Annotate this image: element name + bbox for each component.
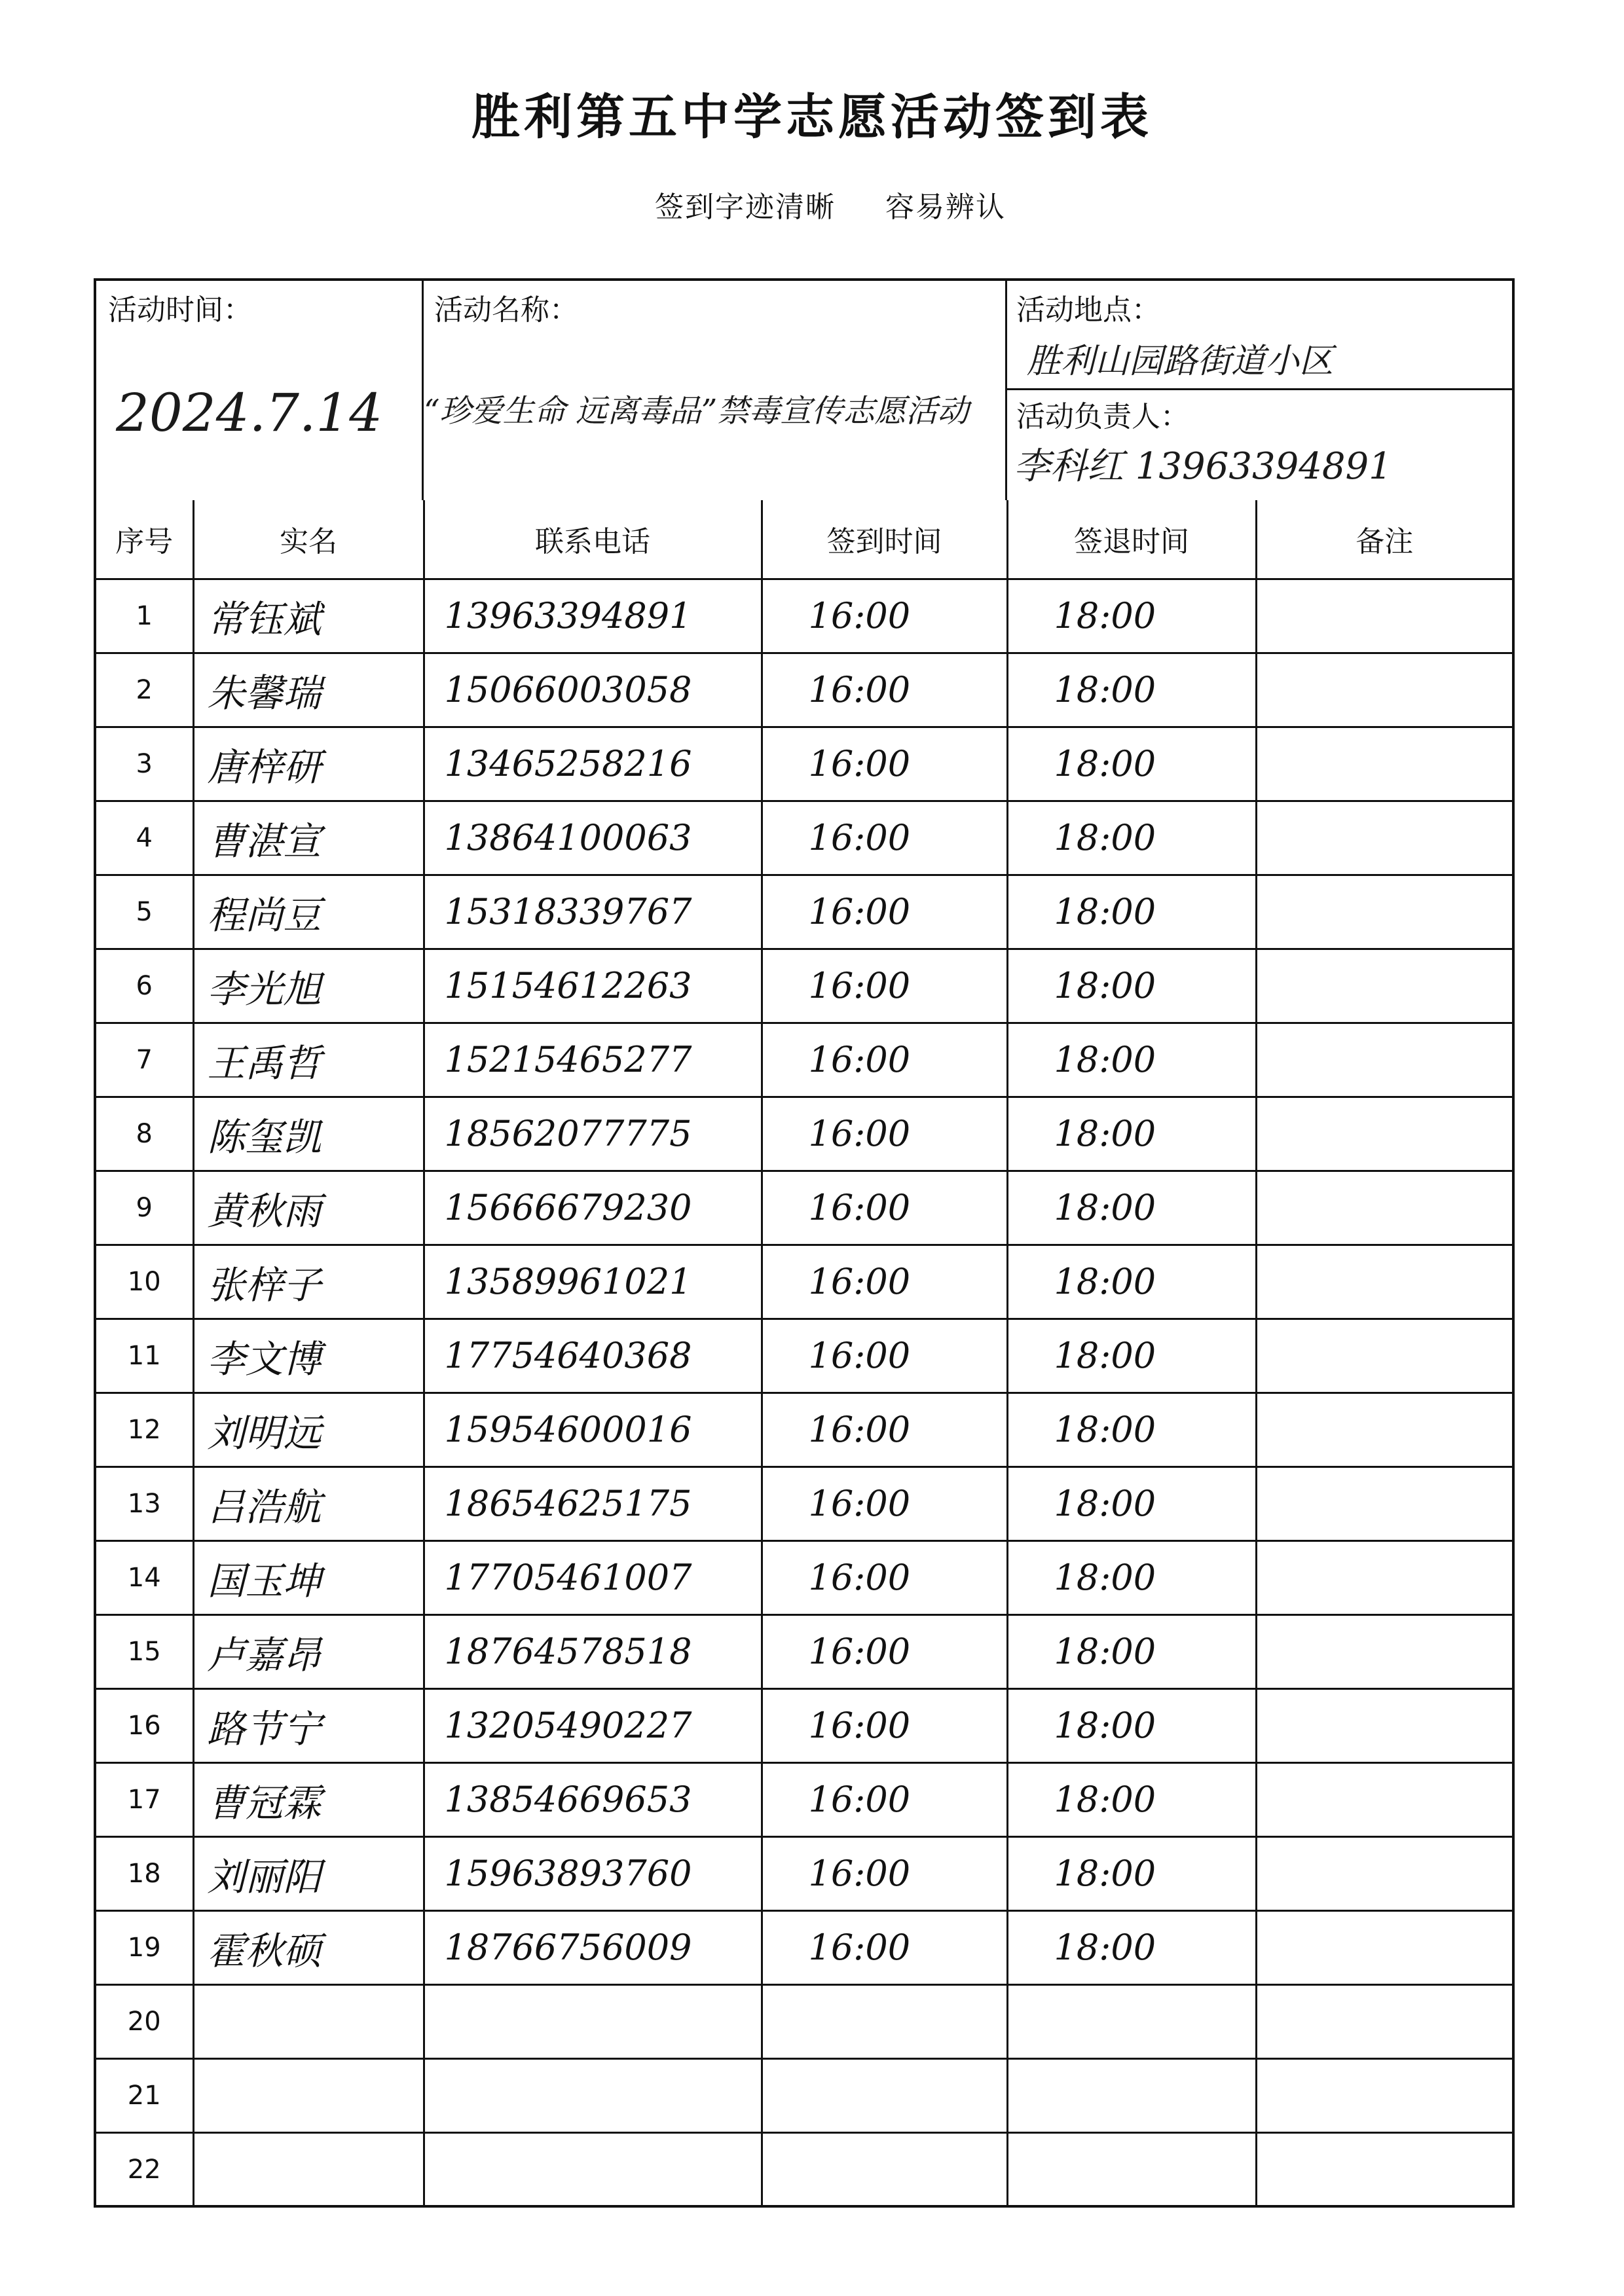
checkin-time[interactable]: 16:00: [762, 579, 1007, 653]
checkin-time[interactable]: 16:00: [762, 1836, 1007, 1910]
signer-phone[interactable]: 18766756009: [424, 1910, 762, 1984]
signer-name[interactable]: [193, 2058, 424, 2132]
checkout-time[interactable]: [1007, 2132, 1256, 2206]
row-index: 15: [96, 1614, 193, 1688]
table-row: [96, 1836, 1512, 1910]
checkin-time[interactable]: [762, 2058, 1007, 2132]
checkout-time[interactable]: [1007, 2058, 1256, 2132]
checkin-time[interactable]: 16:00: [762, 1540, 1007, 1614]
row-index: 7: [96, 1023, 193, 1097]
table-row: [96, 1762, 1512, 1836]
signer-phone[interactable]: 18562077775: [424, 1097, 762, 1171]
note-cell[interactable]: [1256, 801, 1512, 875]
column-header-index: 序号: [96, 500, 193, 579]
activity-name-value: “珍爱生命 远离毒品”禁毒宣传志愿活动: [424, 393, 969, 429]
signer-name[interactable]: 霍秋硕: [193, 1910, 424, 1984]
activity-place-value: 胜利山园路街道小区: [1027, 342, 1334, 381]
checkin-time[interactable]: 16:00: [762, 1319, 1007, 1393]
note-cell[interactable]: [1256, 1614, 1512, 1688]
signer-phone[interactable]: 13864100063: [424, 801, 762, 875]
table-row: [96, 1171, 1512, 1245]
row-index: 1: [96, 579, 193, 653]
checkout-time[interactable]: 18:00: [1007, 1245, 1256, 1319]
table-row: [96, 1910, 1512, 1984]
signer-name[interactable]: 李光旭: [193, 949, 424, 1023]
table-row: [96, 2132, 1512, 2206]
activity-leader-cell[interactable]: [1007, 390, 1512, 500]
table-row: [96, 801, 1512, 875]
checkin-time[interactable]: 16:00: [762, 653, 1007, 727]
signer-name[interactable]: 常钰斌: [193, 579, 424, 653]
signer-phone[interactable]: 15963893760: [424, 1836, 762, 1910]
checkin-time[interactable]: 16:00: [762, 727, 1007, 801]
signer-phone[interactable]: 15154612263: [424, 949, 762, 1023]
column-header-checkout: 签退时间: [1007, 500, 1256, 579]
table-row: [96, 1097, 1512, 1171]
row-index: 8: [96, 1097, 193, 1171]
checkin-time[interactable]: 16:00: [762, 1171, 1007, 1245]
checkin-time[interactable]: 16:00: [762, 1023, 1007, 1097]
signer-name[interactable]: 王禹哲: [193, 1023, 424, 1097]
signer-name[interactable]: 卢嘉昂: [193, 1614, 424, 1688]
signer-phone[interactable]: 17754640368: [424, 1319, 762, 1393]
signer-name[interactable]: 张梓子: [193, 1245, 424, 1319]
signer-phone[interactable]: 15318339767: [424, 875, 762, 949]
row-index: 2: [96, 653, 193, 727]
row-index: 14: [96, 1540, 193, 1614]
row-index: 9: [96, 1171, 193, 1245]
signer-phone[interactable]: [424, 2058, 762, 2132]
activity-time-value: 2024.7.14: [116, 382, 383, 443]
checkout-time[interactable]: 18:00: [1007, 875, 1256, 949]
table-row: [96, 579, 1512, 653]
checkin-time[interactable]: 16:00: [762, 1762, 1007, 1836]
checkin-time[interactable]: 16:00: [762, 949, 1007, 1023]
note-cell[interactable]: [1256, 1836, 1512, 1910]
checkout-time[interactable]: 18:00: [1007, 801, 1256, 875]
note-cell[interactable]: [1256, 1245, 1512, 1319]
roster-table: [96, 500, 1512, 2208]
checkin-time[interactable]: 16:00: [762, 1245, 1007, 1319]
signer-phone[interactable]: [424, 2132, 762, 2206]
row-index: 6: [96, 949, 193, 1023]
row-index: 18: [96, 1836, 193, 1910]
note-cell[interactable]: [1256, 1171, 1512, 1245]
column-header-phone: 联系电话: [424, 500, 762, 579]
row-index: 12: [96, 1393, 193, 1467]
row-index: 17: [96, 1762, 193, 1836]
signer-name[interactable]: 唐梓研: [193, 727, 424, 801]
signer-phone[interactable]: 15066003058: [424, 653, 762, 727]
row-index: 21: [96, 2058, 193, 2132]
checkout-time[interactable]: 18:00: [1007, 653, 1256, 727]
table-row: [96, 1023, 1512, 1097]
checkout-time[interactable]: 18:00: [1007, 1688, 1256, 1762]
note-cell[interactable]: [1256, 1762, 1512, 1836]
note-cell[interactable]: [1256, 579, 1512, 653]
note-cell[interactable]: [1256, 1984, 1512, 2058]
signer-phone[interactable]: 13589961021: [424, 1245, 762, 1319]
checkout-time[interactable]: 18:00: [1007, 1319, 1256, 1393]
signer-name[interactable]: 程尚豆: [193, 875, 424, 949]
note-cell[interactable]: [1256, 949, 1512, 1023]
note-cell[interactable]: [1256, 2058, 1512, 2132]
note-cell[interactable]: [1256, 1540, 1512, 1614]
note-cell[interactable]: [1256, 653, 1512, 727]
row-index: 5: [96, 875, 193, 949]
table-row: [96, 1393, 1512, 1467]
signer-name[interactable]: 刘明远: [193, 1393, 424, 1467]
subtitle-right: 容易辨认: [885, 191, 1006, 224]
note-cell[interactable]: [1256, 1688, 1512, 1762]
table-row: [96, 1984, 1512, 2058]
signer-name[interactable]: 路节宁: [193, 1688, 424, 1762]
roster-header-row: [96, 500, 1512, 579]
table-row: [96, 1245, 1512, 1319]
checkin-time[interactable]: 16:00: [762, 875, 1007, 949]
checkout-time[interactable]: 18:00: [1007, 949, 1256, 1023]
table-row: [96, 949, 1512, 1023]
checkout-time[interactable]: 18:00: [1007, 1614, 1256, 1688]
table-row: [96, 1540, 1512, 1614]
table-row: [96, 1688, 1512, 1762]
note-cell[interactable]: [1256, 1910, 1512, 1984]
table-row: [96, 1614, 1512, 1688]
note-cell[interactable]: [1256, 875, 1512, 949]
signer-phone[interactable]: 18764578518: [424, 1614, 762, 1688]
signer-phone[interactable]: [424, 1984, 762, 2058]
checkin-time[interactable]: [762, 1984, 1007, 2058]
signer-phone[interactable]: 15666679230: [424, 1171, 762, 1245]
note-cell[interactable]: [1256, 1023, 1512, 1097]
checkout-time[interactable]: 18:00: [1007, 1540, 1256, 1614]
note-cell[interactable]: [1256, 1467, 1512, 1540]
signin-sheet: [94, 278, 1515, 2208]
checkout-time[interactable]: 18:00: [1007, 1910, 1256, 1984]
column-header-checkin: 签到时间: [762, 500, 1007, 579]
checkout-time[interactable]: 18:00: [1007, 727, 1256, 801]
activity-time-label: 活动时间：: [108, 293, 252, 327]
activity-place-cell[interactable]: [1007, 281, 1512, 388]
row-index: 3: [96, 727, 193, 801]
signer-phone[interactable]: 15215465277: [424, 1023, 762, 1097]
note-cell[interactable]: [1256, 1319, 1512, 1393]
signer-name[interactable]: 曹冠霖: [193, 1762, 424, 1836]
note-cell[interactable]: [1256, 1393, 1512, 1467]
signer-phone[interactable]: 13854669653: [424, 1762, 762, 1836]
table-row: [96, 727, 1512, 801]
signer-name[interactable]: 朱馨瑞: [193, 653, 424, 727]
checkin-time[interactable]: 16:00: [762, 801, 1007, 875]
signer-name[interactable]: 国玉坤: [193, 1540, 424, 1614]
activity-place-label: 活动地点：: [1016, 293, 1160, 327]
signer-name[interactable]: 刘丽阳: [193, 1836, 424, 1910]
row-index: 16: [96, 1688, 193, 1762]
note-cell[interactable]: [1256, 1097, 1512, 1171]
activity-name-cell[interactable]: [424, 281, 1005, 500]
checkout-time[interactable]: 18:00: [1007, 1836, 1256, 1910]
table-row: [96, 653, 1512, 727]
signer-name[interactable]: [193, 1984, 424, 2058]
activity-leader-value: 李科红 13963394891: [1014, 445, 1392, 488]
column-header-name: 实名: [193, 500, 424, 579]
signer-name[interactable]: [193, 2132, 424, 2206]
signer-phone[interactable]: 13963394891: [424, 579, 762, 653]
signer-phone[interactable]: 18654625175: [424, 1467, 762, 1540]
subtitle-left: 签到字迹清晰: [655, 191, 836, 224]
checkout-time[interactable]: 18:00: [1007, 1762, 1256, 1836]
checkin-time[interactable]: 16:00: [762, 1910, 1007, 1984]
row-index: 4: [96, 801, 193, 875]
table-row: [96, 875, 1512, 949]
row-index: 13: [96, 1467, 193, 1540]
page-title: 胜利第五中学志愿活动签到表: [471, 89, 1153, 145]
subtitle: [655, 183, 1006, 225]
checkin-time[interactable]: 16:00: [762, 1097, 1007, 1171]
row-index: 11: [96, 1319, 193, 1393]
column-header-note: 备注: [1256, 500, 1512, 579]
signer-name[interactable]: 陈玺凯: [193, 1097, 424, 1171]
checkin-time[interactable]: 16:00: [762, 1467, 1007, 1540]
table-row: [96, 1319, 1512, 1393]
signer-name[interactable]: 吕浩航: [193, 1467, 424, 1540]
row-index: 10: [96, 1245, 193, 1319]
checkin-time[interactable]: 16:00: [762, 1614, 1007, 1688]
checkin-time[interactable]: 16:00: [762, 1393, 1007, 1467]
signer-name[interactable]: 李文博: [193, 1319, 424, 1393]
row-index: 22: [96, 2132, 193, 2206]
table-row: [96, 1467, 1512, 1540]
signer-phone[interactable]: 17705461007: [424, 1540, 762, 1614]
signer-phone[interactable]: 13465258216: [424, 727, 762, 801]
activity-time-cell[interactable]: [96, 281, 422, 500]
checkout-time[interactable]: 18:00: [1007, 579, 1256, 653]
activity-name-label: 活动名称：: [434, 293, 578, 327]
note-cell[interactable]: [1256, 727, 1512, 801]
signer-phone[interactable]: 13205490227: [424, 1688, 762, 1762]
note-cell[interactable]: [1256, 2132, 1512, 2206]
checkin-time[interactable]: [762, 2132, 1007, 2206]
checkout-time[interactable]: 18:00: [1007, 1097, 1256, 1171]
row-index: 20: [96, 1984, 193, 2058]
checkout-time[interactable]: 18:00: [1007, 1171, 1256, 1245]
checkout-time[interactable]: 18:00: [1007, 1023, 1256, 1097]
table-row: [96, 2058, 1512, 2132]
signer-name[interactable]: 黄秋雨: [193, 1171, 424, 1245]
checkout-time[interactable]: 18:00: [1007, 1393, 1256, 1467]
signer-name[interactable]: 曹湛宣: [193, 801, 424, 875]
checkout-time[interactable]: 18:00: [1007, 1467, 1256, 1540]
row-index: 19: [96, 1910, 193, 1984]
checkout-time[interactable]: [1007, 1984, 1256, 2058]
activity-leader-label: 活动负责人：: [1016, 400, 1189, 433]
checkin-time[interactable]: 16:00: [762, 1688, 1007, 1762]
signer-phone[interactable]: 15954600016: [424, 1393, 762, 1467]
